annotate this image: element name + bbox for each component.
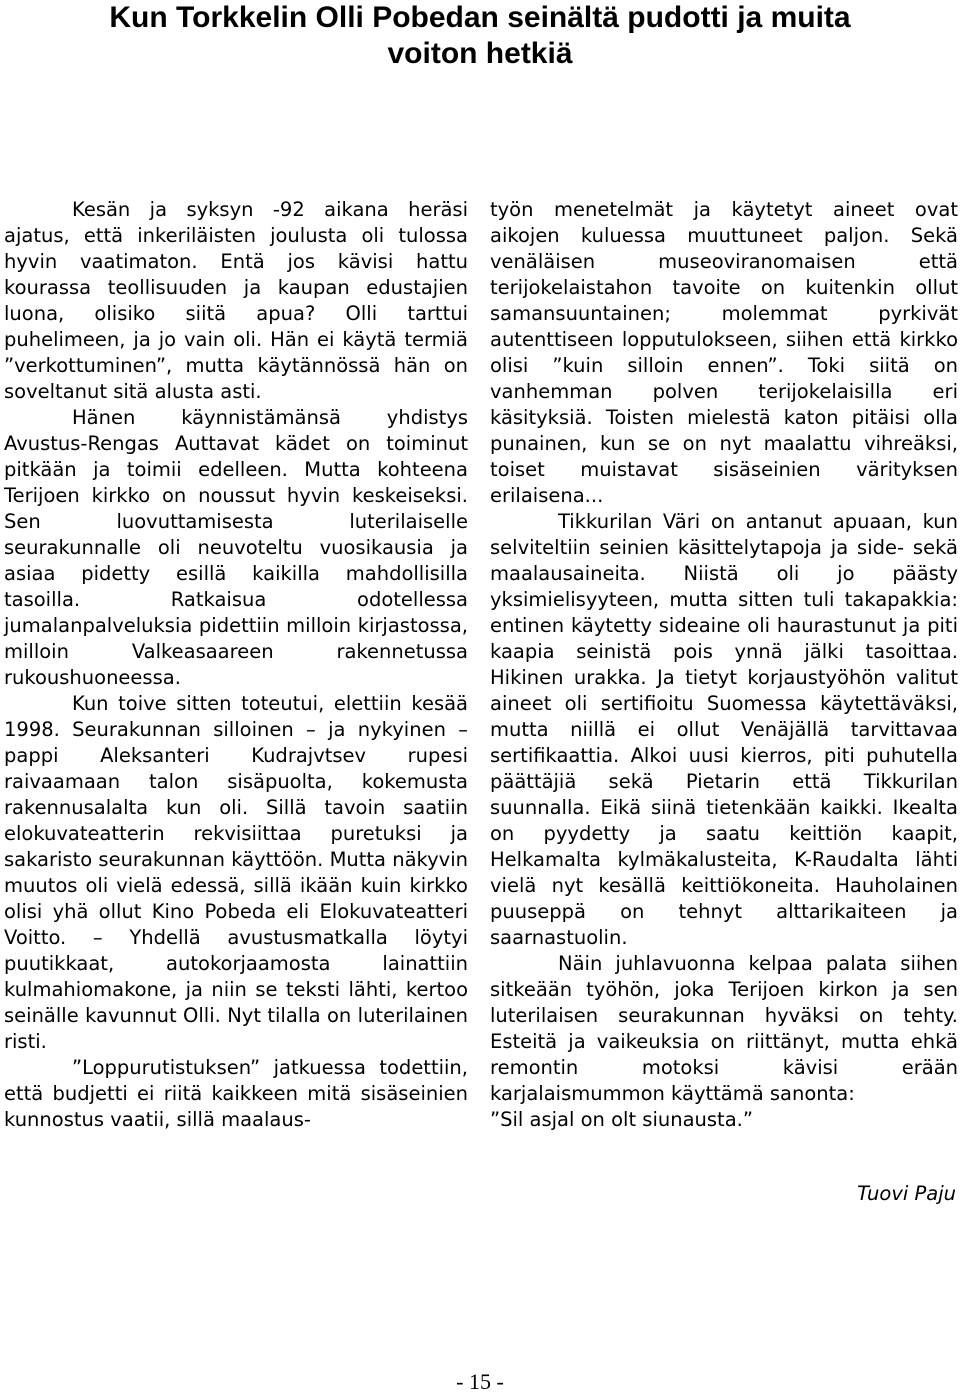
paragraph: Kun toive sitten toteutui, elettiin kesää 1998. Seurakunnan silloinen – ja nykyinen – pappi Aleksanteri Kudrajvtsev rupesi raivaamaan talon sisäpuolta, kokemusta rakennusalalta kun oli. Sillä tavoin saatiin elokuvateatterin rekvisiittaa puretuksi ja sakaristo seurakunnan käyttöön. Mutta näkyvin muutos oli vielä edessä, sillä ikään kuin kirkko olisi yhä ollut Kino Pobeda eli Elokuvateatteri Voitto. – Yhdellä avustusmatkalla löytyi puutikkaat, autokorjaamosta lainattiin kulmahiomakone, ja niin se teksti lähti, kertoo seinälle kavunnut Olli. Nyt tilalla on luterilainen risti. [4,692,468,1053]
paragraph: Näin juhlavuonna kelpaa palata siihen sitkeään työhön, joka Terijoen kirkon ja sen luterilaisen seurakunnan hyväksi on tehty. Esteitä ja vaikeuksia on riittänyt, mutta ehkä remontin motoksi kävisi erään karjalaismummon käyttämä sanonta: [490,952,958,1105]
paragraph: Hänen käynnistämänsä yhdistys Avustus-Rengas Auttavat kädet on toiminut pitkään ja toimii edelleen. Mutta kohteena Terijoen kirkko on noussut hyvin keskeiseksi. Sen luovuttamisesta luterilaiselle seurakunnalle oli neuvoteltu vuosikausia ja asiaa pidetty esillä kaikilla mahdollisilla tasoilla. Ratkaisua odotellessa jumalanpalveluksia pidettiin milloin kirjastossa, milloin Valkeasaareen rakennetussa rukoushuoneessa. [4,406,468,689]
title-line-1: Kun Torkkelin Olli Pobedan seinältä pudotti ja muita [109,1,851,34]
left-column [4,197,468,1133]
paragraph: Kesän ja syksyn -92 aikana heräsi ajatus, että inkeriläisten joulusta oli tulossa hyvin vaatimaton. Entä jos kävisi hattu kourassa teollisuuden ja kaupan edustajien luona, olisiko siitä apua? Olli tarttui puhelimeen, ja jo vain oli. Hän ei käytä termiä ”verkottuminen”, mutta käytännössä hän on soveltanut sitä alusta asti. [4,198,468,403]
paragraph: työn menetelmät ja käytetyt aineet ovat aikojen kuluessa muuttuneet paljon. Sekä venäläisen museoviranomaisen että terijokelaistahon tavoite on kuitenkin ollut samansuuntainen; molemmat pyrkivät autenttiseen lopputulokseen, siihen että kirkko olisi ”kuin silloin ennen”. Toki siitä on vanhemman polven terijokelaisilla eri käsityksiä. Toisten mielestä katon pitäisi olla punainen, kun se on nyt maalattu vihreäksi, toiset muistavat sisäseinien värityksen erilaisena... [490,198,958,507]
paragraph: Tikkurilan Väri on antanut apuaan, kun selviteltiin seinien käsittelytapoja ja side- sekä maalausaineita. Niistä oli jo päästy yksimielisyyteen, mutta sitten tuli takapakkia: entinen käytetty sideaine oli haurastunut ja piti kaapia seinistä pois ynnä jälki tasoittaa. Hikinen urakka. Ja tietyt korjaustyöhön valitut aineet oli sertifioitu Suomessa käytettäväksi, mutta niillä ei ollut Venäjällä tarvittavaa sertifikaattia. Alkoi uusi kierros, piti puhutella päättäjiä sekä Pietarin että Tikkurilan suunnalla. Eikä siinä tietenkään kaikki. Ikealta on pyydetty ja saatu keittiön kaapit, Helkamalta kylmäkalusteita, K-Raudalta lähti vielä nyt kesällä keittiökoneita. Hauholainen puuseppä on tehnyt alttarikaiteen ja saarnastuolin. [490,510,958,949]
title-line-2: voiton hetkiä [387,37,573,70]
quote-paragraph: ”Sil asjal on olt siunausta.” [490,1108,753,1131]
right-column [490,197,958,1133]
paragraph: ”Loppurutistuksen” jatkuessa todettiin, että budjetti ei riitä kaikkeen mitä sisäseinien kunnostus vaatii, sillä maalaus- [4,1056,468,1131]
page-number: - 15 - [456,1369,504,1394]
author-signature: Tuovi Paju [857,1182,956,1205]
article-title [0,0,960,72]
